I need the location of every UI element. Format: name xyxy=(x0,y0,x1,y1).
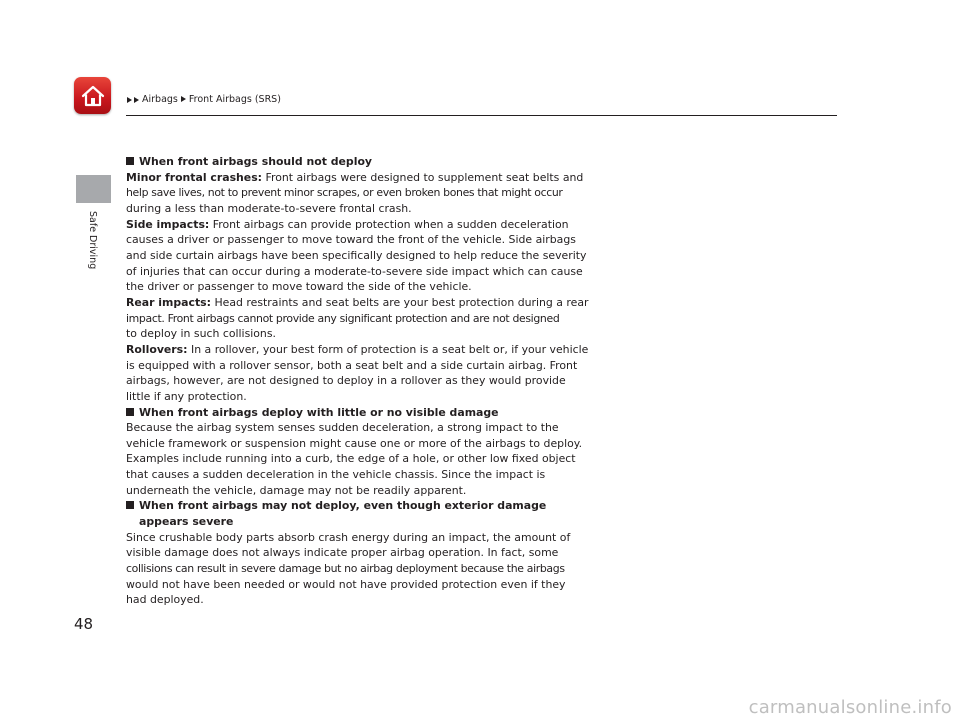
paragraph-rollovers: Rollovers: In a rollover, your best form of protection is a seat belt or, if your vehicle is equipped with a rollover sensor, both a seat belt and a side curtain airbag. Front airbags, however, are not designed to deploy in a rollover as they would provide little if any protection. xyxy=(126,342,589,403)
watermark: carmanualsonline.info xyxy=(748,697,952,718)
section-label-text: Safe Driving xyxy=(87,211,98,270)
breadcrumb-arrow-icon xyxy=(127,97,132,103)
page-content xyxy=(126,154,589,608)
paragraph-minor-crashes: Minor frontal crashes: Front airbags were designed to supplement seat belts and help save lives, not to prevent minor scrapes, or even broken bones that might occur during a less than moderate-to-severe frontal crash. xyxy=(126,170,584,215)
paragraph-severe-damage: Since crushable body parts absorb crash energy during an impact, the amount of visible damage does not always indicate proper airbag operation. In fact, some collisions can result in severe damage but no airbag deployment because the airbags would not have been needed or would not have provided protection even if they had deployed. xyxy=(126,530,571,607)
breadcrumb-parent-link[interactable]: Airbags xyxy=(142,94,178,105)
section-tab-label xyxy=(86,211,100,271)
square-bullet-icon xyxy=(126,501,134,509)
paragraph-little-damage: Because the airbag system senses sudden deceleration, a strong impact to the vehicle framework or suspension might cause one or more of the airbags to deploy. Examples include running into a curb, the edge of a hole, or other low fixed object that causes a sudden deceleration in the vehicle chassis. Since the impact is underneath the vehicle, damage may not be readily apparent. xyxy=(126,421,583,497)
home-button[interactable] xyxy=(74,77,111,114)
header-rule xyxy=(126,115,837,116)
home-icon xyxy=(80,84,106,108)
square-bullet-icon xyxy=(126,408,134,416)
breadcrumb-arrow-icon xyxy=(134,97,139,103)
paragraph-side-impacts: Side impacts: Front airbags can provide protection when a sudden deceleration causes a driver or passenger to move toward the front of the vehicle. Side airbags and side curtain airbags have been specifically designed to help reduce the severity of injuries that can occur during a moderate-to-severe side impact which can cause the driver or passenger to move toward the side of the vehicle. xyxy=(126,217,587,294)
page-number: 48 xyxy=(74,615,94,633)
breadcrumb-separator-icon xyxy=(181,96,186,102)
section-heading: When front airbags should not deploy xyxy=(126,154,566,170)
paragraph-rear-impacts: Rear impacts: Head restraints and seat belts are your best protection during a rear impact. Front airbags cannot provide any significant protection and are not designed to deploy in such collisions. xyxy=(126,295,589,341)
breadcrumb xyxy=(127,94,281,105)
section-heading: When front airbags deploy with little or no visible damage xyxy=(126,405,566,421)
section-heading: When front airbags may not deploy, even though exterior damage appears severe xyxy=(126,498,566,529)
section-tab-marker[interactable] xyxy=(76,175,111,203)
square-bullet-icon xyxy=(126,157,134,165)
breadcrumb-current: Front Airbags (SRS) xyxy=(188,94,281,105)
